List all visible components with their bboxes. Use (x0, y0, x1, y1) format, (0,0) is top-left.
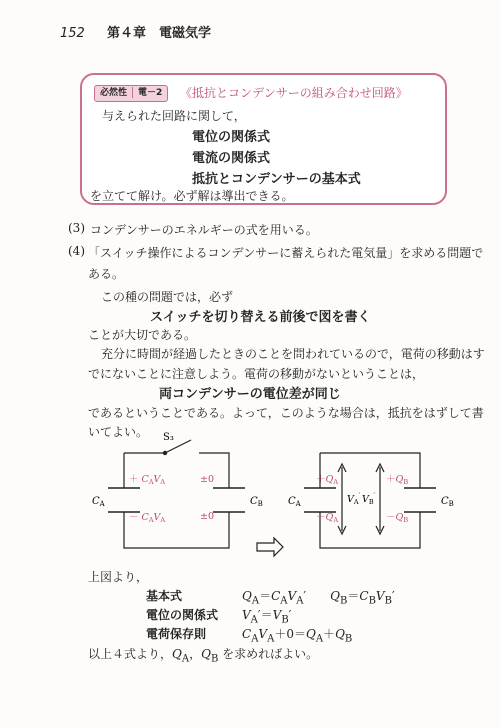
item-4-text-cont: ある。 (88, 267, 125, 281)
equation-basic: $Q_A=C_AV_A'$ $Q_B=C_BV_B'$ (242, 589, 395, 607)
minus-qa-label: $-Q_A$ (316, 512, 339, 524)
paragraph-2: ことが大切である。 (88, 328, 197, 342)
box-title: 《抵抗とコンデンサーの組み合わせ回路》 (180, 86, 408, 100)
plus-cava-label: ＋ $C_AV_A$ (129, 474, 166, 486)
left-ca-label: $C_A$ (92, 496, 105, 508)
equations-intro: 上図より， (88, 570, 149, 584)
vb-prime-label: $V_B'$ (362, 492, 376, 506)
switch-pivot (163, 451, 166, 454)
tag-label: 必然性 (100, 88, 128, 98)
box-conclusion: を立てて解け。必ず解は導出できる。 (90, 189, 294, 203)
switch-label: S₃ (163, 432, 174, 443)
plus-zero-label: ±0 (200, 474, 215, 485)
item-3-text: コンデンサーのエネルギーの式を用いる。 (90, 223, 318, 237)
paragraph-5: であるということである。よって，このような場合は，抵抗をはずして書 (88, 406, 484, 420)
page-number: 152 (60, 26, 85, 41)
emphasis-switch: スイッチを切り替える前後で図を書く (150, 310, 371, 325)
plus-qb-label: $+Q_B$ (386, 474, 409, 486)
tag-code: 電－2 (138, 88, 163, 98)
chapter-title: 第４章 電磁気学 (106, 26, 211, 41)
emphasis-same-voltage: 両コンデンサーの電位差が同じ (159, 387, 341, 402)
transition-arrow-icon (257, 538, 283, 556)
plus-qa-label: $+Q_A$ (316, 474, 339, 486)
equation-label-charge: 電荷保存則 (146, 627, 207, 641)
box-point-1: 電位の関係式 (192, 130, 271, 145)
item-4-number: (4) (68, 244, 85, 258)
paragraph-1: この種の問題では，必ず (101, 290, 234, 304)
minus-qb-label: $-Q_B$ (386, 512, 409, 524)
box-point-3: 抵抗とコンデンサーの基本式 (192, 172, 361, 187)
paragraph-6: いてよい。 (88, 425, 149, 439)
minus-zero-label: ±0 (200, 511, 215, 522)
item-3-number: (3) (68, 221, 85, 235)
va-prime-label: $V_A'$ (347, 492, 361, 506)
equation-label-potential: 電位の関係式 (146, 608, 219, 622)
item-4-text: 「スイッチ操作によるコンデンサーに蓄えられた電気量」を求める問題で (88, 246, 484, 260)
right-cb-label: $C_B$ (441, 496, 454, 508)
equation-label-basic: 基本式 (146, 589, 183, 603)
left-circuit-wire (124, 453, 229, 548)
box-intro: 与えられた回路に関して， (102, 109, 246, 123)
paragraph-3: 充分に時間が経過したときのことを問われているので，電荷の移動はす (101, 347, 485, 361)
equation-potential: $V_A'=V_B'$ (242, 608, 292, 626)
right-ca-label: $C_A$ (288, 496, 301, 508)
minus-cava-label: － $C_AV_A$ (129, 512, 166, 524)
left-cb-label: $C_B$ (250, 496, 263, 508)
equation-charge: $C_AV_A+0=Q_A+Q_B$ (242, 627, 353, 645)
box-point-2: 電流の関係式 (192, 151, 271, 166)
conclusion-text: 以上４式より，$Q_A$，$Q_B$ を求めればよい。 (88, 647, 319, 665)
paragraph-4: でにないことに注意しよう。電荷の移動がないということは， (88, 367, 425, 381)
